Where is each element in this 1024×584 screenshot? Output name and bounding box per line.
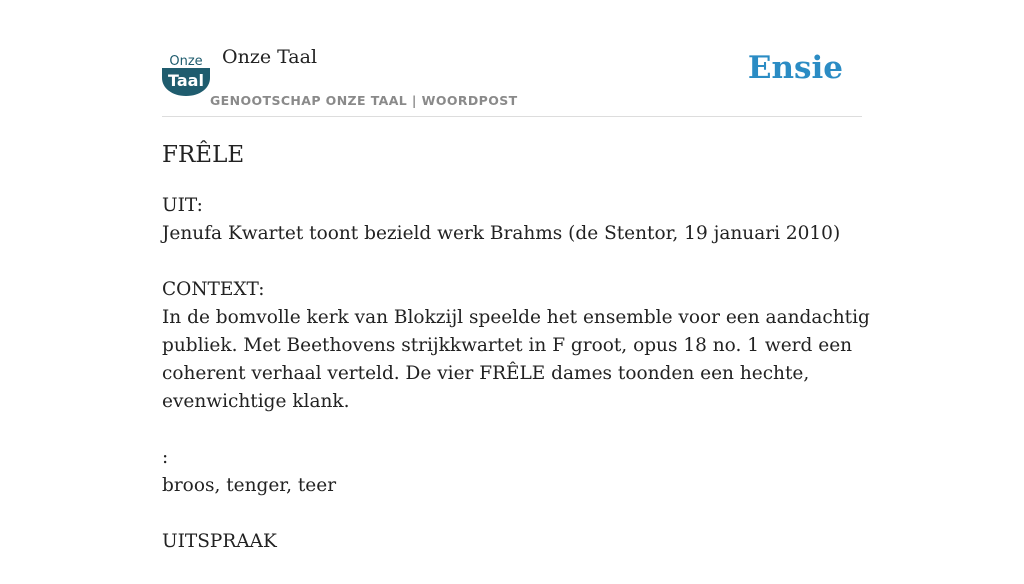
source-section: [162, 192, 872, 248]
pronunciation-label: UITSPRAAK: [162, 531, 277, 552]
entry-content: [162, 138, 872, 584]
source-label: UIT:: [162, 195, 203, 216]
logo-text-top: Onze: [169, 54, 203, 69]
meaning-text: broos, tenger, teer: [162, 475, 337, 496]
meaning-section: [162, 444, 872, 500]
site-subtitle[interactable]: GENOOTSCHAP ONZE TAAL | WOORDPOST: [210, 93, 518, 108]
logo-icon: [162, 52, 210, 96]
context-section: [162, 276, 872, 416]
ensie-brand-logo[interactable]: Ensie: [747, 50, 843, 86]
meaning-label: :: [162, 447, 169, 468]
source-text: Jenufa Kwartet toont bezield werk Brahms (de Stentor, 19 januari 2010): [162, 223, 841, 244]
site-header: [162, 40, 862, 117]
site-title[interactable]: Onze Taal: [222, 46, 318, 68]
pronunciation-section: [162, 528, 872, 556]
context-label: CONTEXT:: [162, 279, 265, 300]
logo-text-bottom: Taal: [168, 71, 204, 90]
entry-title: FRÊLE: [162, 142, 245, 168]
context-text: In de bomvolle kerk van Blokzijl speelde het ensemble voor een aandachtig publiek. Met Beethovens strijkkwartet in F groot, opus 18 no. 1 werd een coherent verhaal verteld. De vier FRÊLE dames toonden een hechte, evenwichtige klank.: [162, 307, 870, 412]
onze-taal-logo[interactable]: [162, 52, 210, 96]
